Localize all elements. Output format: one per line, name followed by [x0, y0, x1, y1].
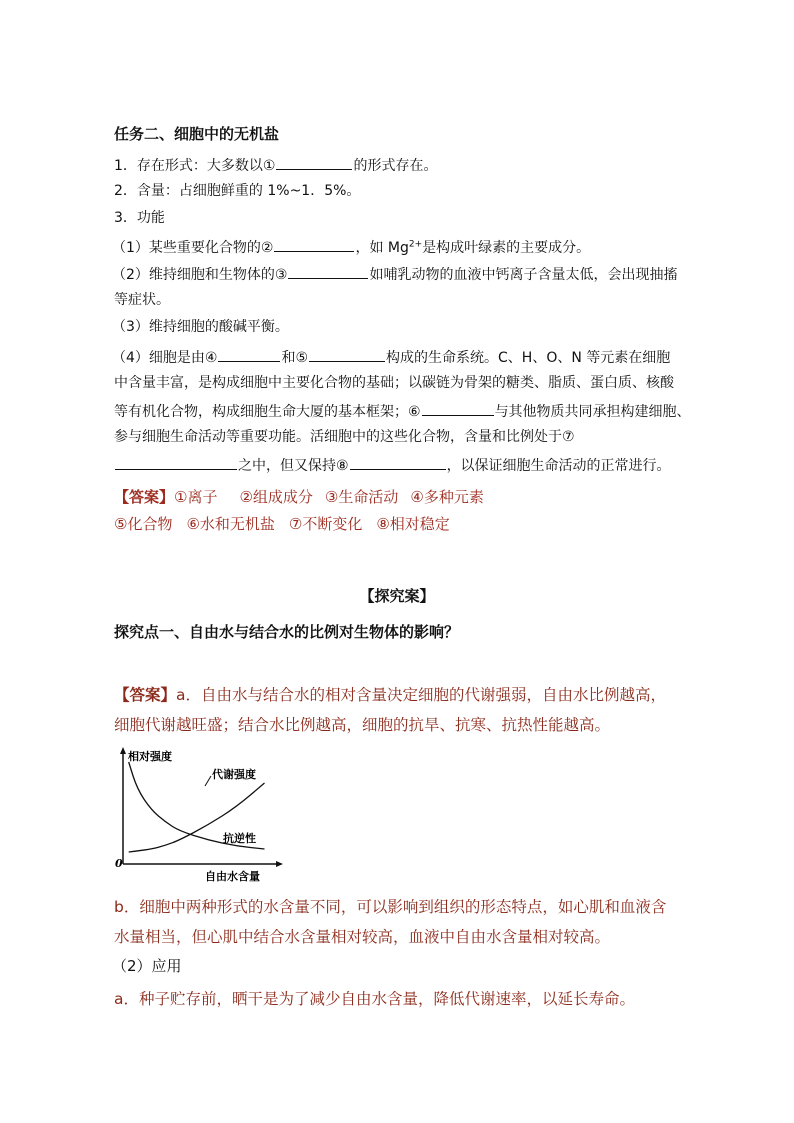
fill-blank-6: [422, 400, 494, 416]
text: 等有机化合物，构成细胞生命大厦的基本框架；⑥: [114, 404, 421, 420]
answer-item: ⑥水和无机盐: [186, 515, 275, 533]
text: 的形式存在。: [353, 158, 438, 174]
text-line-4: [112, 236, 590, 258]
text: 和⑤: [281, 350, 309, 366]
text: ，如 Mg: [355, 240, 409, 256]
text-line-8: [112, 346, 670, 368]
fill-blank-3: [288, 263, 368, 279]
answer-row-2: [114, 514, 450, 534]
text-line-11: 参与细胞生命活动等重要功能。活细胞中的这些化合物，含量和比例处于⑦: [114, 429, 575, 445]
answer-item: ①离子: [174, 488, 218, 506]
answer-a-line-2: 细胞代谢越旺盛；结合水比例越高，细胞的抗旱、抗寒、抗热性能越高。: [114, 716, 611, 734]
text: 是构成叶绿素的主要成分。: [422, 240, 591, 256]
section-title: 【探究案】: [359, 587, 435, 605]
fill-blank-1: [276, 154, 352, 170]
series-label-metabolism: 代谢强度: [212, 768, 256, 781]
answer-b-line-2: 水量相当，但心肌中结合水含量相对较高，血液中自由水含量相对较高。: [114, 928, 611, 946]
answer-b-line-1: b．细胞中两种形式的水含量不同，可以影响到组织的形态特点，如心肌和血液含: [114, 898, 667, 916]
text-line-5: [112, 263, 677, 285]
explore-question: 探究点一、自由水与结合水的比例对生物体的影响？: [114, 623, 460, 641]
text-line-6: 等症状。: [114, 292, 170, 308]
text-line-12: [114, 454, 671, 476]
text-line-1: [114, 154, 437, 176]
text: 之中，但又保持⑧: [238, 458, 349, 474]
text: a．自由水与结合水的相对含量决定细胞的代谢强弱，自由水比例越高，: [176, 686, 667, 704]
superscript: 2+: [408, 239, 423, 250]
answer-tag: 【答案】: [114, 686, 177, 704]
text: 1．存在形式：大多数以①: [114, 158, 276, 174]
answer-item: ⑤化合物: [114, 515, 173, 533]
answer-tag: 【答案】: [114, 488, 175, 506]
fill-blank-7: [115, 454, 237, 470]
text: ，以保证细胞生命活动的正常进行。: [446, 458, 671, 474]
task2-title: 任务二、细胞中的无机盐: [114, 125, 280, 143]
application-heading: （2）应用: [112, 957, 182, 975]
series-label-resistance: 抗逆性: [223, 832, 256, 845]
text: 与其他物质共同承担构建细胞、: [494, 404, 691, 420]
answer-item: ②组成成分: [239, 488, 313, 506]
text-line-9: 中含量丰富，是构成细胞中主要化合物的基础；以碳链为骨架的糖类、脂质、蛋白质、核酸: [114, 375, 674, 391]
fill-blank-2: [274, 236, 354, 252]
answer-item: ④多种元素: [410, 488, 484, 506]
answer-item: ⑦不断变化: [288, 515, 363, 533]
answer-a-line-1: [114, 680, 666, 710]
water-ratio-chart: [113, 746, 283, 884]
origin-label: 0: [115, 857, 123, 870]
text-line-10: [114, 400, 691, 422]
text-line-3: 3．功能: [114, 210, 165, 226]
x-axis-arrow: [276, 861, 283, 867]
text: 构成的生命系统。C、H、O、N 等元素在细胞: [386, 350, 671, 366]
fill-blank-5: [309, 346, 385, 362]
text: 如哺乳动物的血液中钙离子含量太低，会出现抽搐: [369, 267, 678, 283]
leader-line-metabolism: [205, 776, 211, 786]
text-line-7: （3）维持细胞的酸碱平衡。: [112, 319, 289, 335]
y-axis-label: 相对强度: [128, 750, 172, 763]
text: （4）细胞是由④: [112, 350, 218, 366]
x-axis-label: 自由水含量: [205, 870, 260, 883]
application-a: a．种子贮存前，晒干是为了减少自由水含量，降低代谢速率，以延长寿命。: [114, 990, 636, 1008]
y-axis-arrow: [120, 747, 126, 754]
answer-item: ③生命活动: [324, 488, 399, 506]
text: （1）某些重要化合物的②: [112, 240, 274, 256]
fill-blank-8: [350, 454, 446, 470]
answer-row-1: [114, 487, 484, 507]
fill-blank-4: [218, 346, 280, 362]
text-line-2: 2．含量：占细胞鲜重的 1%~1．5%。: [114, 183, 361, 199]
text: （2）维持细胞和生物体的③: [112, 267, 288, 283]
answer-item: ⑧相对稳定: [376, 515, 450, 533]
